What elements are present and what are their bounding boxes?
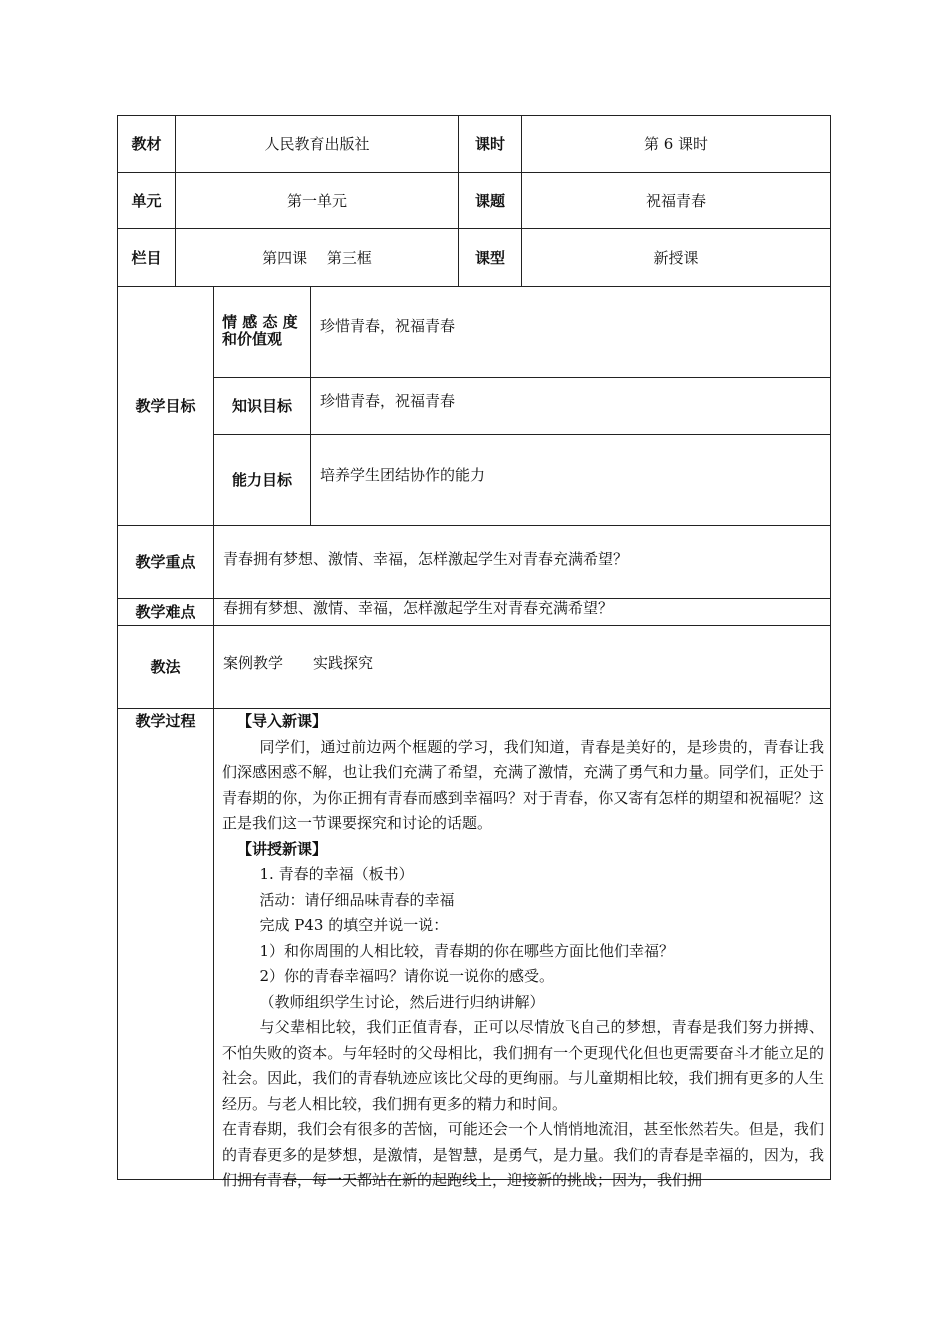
row-divider: [118, 286, 830, 287]
value-knowledge-goal: 珍惜青春，祝福青春: [320, 392, 456, 410]
col-divider: [310, 286, 311, 525]
label-lesson-type: 课型: [474, 248, 505, 267]
value-difficulty: 春拥有梦想、激情、幸福，怎样激起学生对青春充满希望？: [223, 599, 614, 617]
lesson-plan-table: [117, 115, 831, 1189]
value-topic: 祝福青春: [645, 191, 706, 210]
activity-line: 活动：请仔细品味青春的幸福: [259, 890, 455, 909]
value-emotion-goal: 珍惜青春，祝福青春: [320, 317, 456, 335]
question-2: 2）你的青春幸福吗？请你说一说你的感受。: [259, 967, 555, 985]
row-divider: [118, 625, 830, 626]
process-content: [222, 709, 824, 1194]
intro-paragraph: 同学们，通过前边两个框题的学习，我们知道，青春是美好的，是珍贵的，青春让我们深感困惑不解，也让我们充满了希望，充满了激情，充满了勇气和力量。同学们，正处于青春期的你，为你正拥有青春而感到幸福吗？对于青春，你又寄有怎样的期望和祝福呢？这正是我们这一节课要探究和讨论的话题。: [222, 737, 824, 832]
label-period: 课时: [474, 135, 505, 153]
label-textbook: 教材: [131, 135, 162, 153]
value-key-point: 青春拥有梦想、激情、幸福，怎样激起学生对青春充满希望？: [223, 550, 629, 568]
new-lesson-heading: 【讲授新课】: [237, 839, 328, 858]
label-emotion-goal-line1: 情 感 态 度: [222, 313, 298, 331]
question-1: 1）和你周围的人相比较，青春期的你在哪些方面比他们幸福？: [259, 941, 675, 960]
label-process: 教学过程: [135, 712, 196, 730]
value-column: 第四课 第三框: [262, 248, 372, 267]
value-method: 案例教学 实践探究: [223, 654, 374, 672]
label-method: 教法: [150, 658, 181, 676]
paragraph-youth: 在青春期，我们会有很多的苦恼，可能还会一个人悄悄地流泪，甚至怅然若失。但是，我们的青春更多的是梦想，是激情，是智慧，是勇气，是力量。我们的青春是幸福的，因为，我们拥有青春，每一天都站在新的起跑线上，迎接新的挑战；因为，我们拥: [222, 1120, 824, 1189]
label-key-point: 教学重点: [135, 553, 196, 571]
value-ability-goal: 培养学生团结协作的能力: [320, 466, 486, 484]
label-ability-goal: 能力目标: [231, 471, 292, 489]
label-teaching-goals: 教学目标: [135, 397, 196, 415]
paragraph-comparison: 与父辈相比较，我们正值青春，正可以尽情放飞自己的梦想，青春是我们努力拼搏、不怕失败的资本。与年轻时的父母相比，我们拥有一个更现代化但也更需要奋斗才能立足的社会。因此，我们的青春轨迹应该比父母的更绚丽。与儿童期相比较，我们拥有更多的人生经历。与老人相比较，我们拥有更多的精力和时间。: [222, 1018, 824, 1113]
value-textbook: 人民教育出版社: [264, 135, 370, 153]
label-knowledge-goal: 知识目标: [231, 397, 292, 415]
label-emotion-goal: [222, 314, 308, 348]
teacher-note: （教师组织学生讨论，然后进行归纳讲解）: [259, 992, 545, 1011]
value-unit: 第一单元: [286, 191, 347, 210]
intro-heading: 【导入新课】: [237, 712, 328, 730]
label-column: 栏目: [131, 248, 162, 267]
label-emotion-goal-line2: 和价值观: [222, 330, 283, 348]
section-1-title: 1. 青春的幸福（板书）: [259, 865, 414, 883]
label-difficulty: 教学难点: [135, 603, 196, 621]
task-line: 完成 P43 的填空并说一说：: [259, 916, 449, 934]
value-lesson-type: 新授课: [653, 248, 699, 267]
label-topic: 课题: [474, 191, 505, 210]
value-period: 第 6 课时: [643, 135, 709, 153]
row-divider: [118, 525, 830, 526]
label-unit: 单元: [131, 191, 162, 210]
